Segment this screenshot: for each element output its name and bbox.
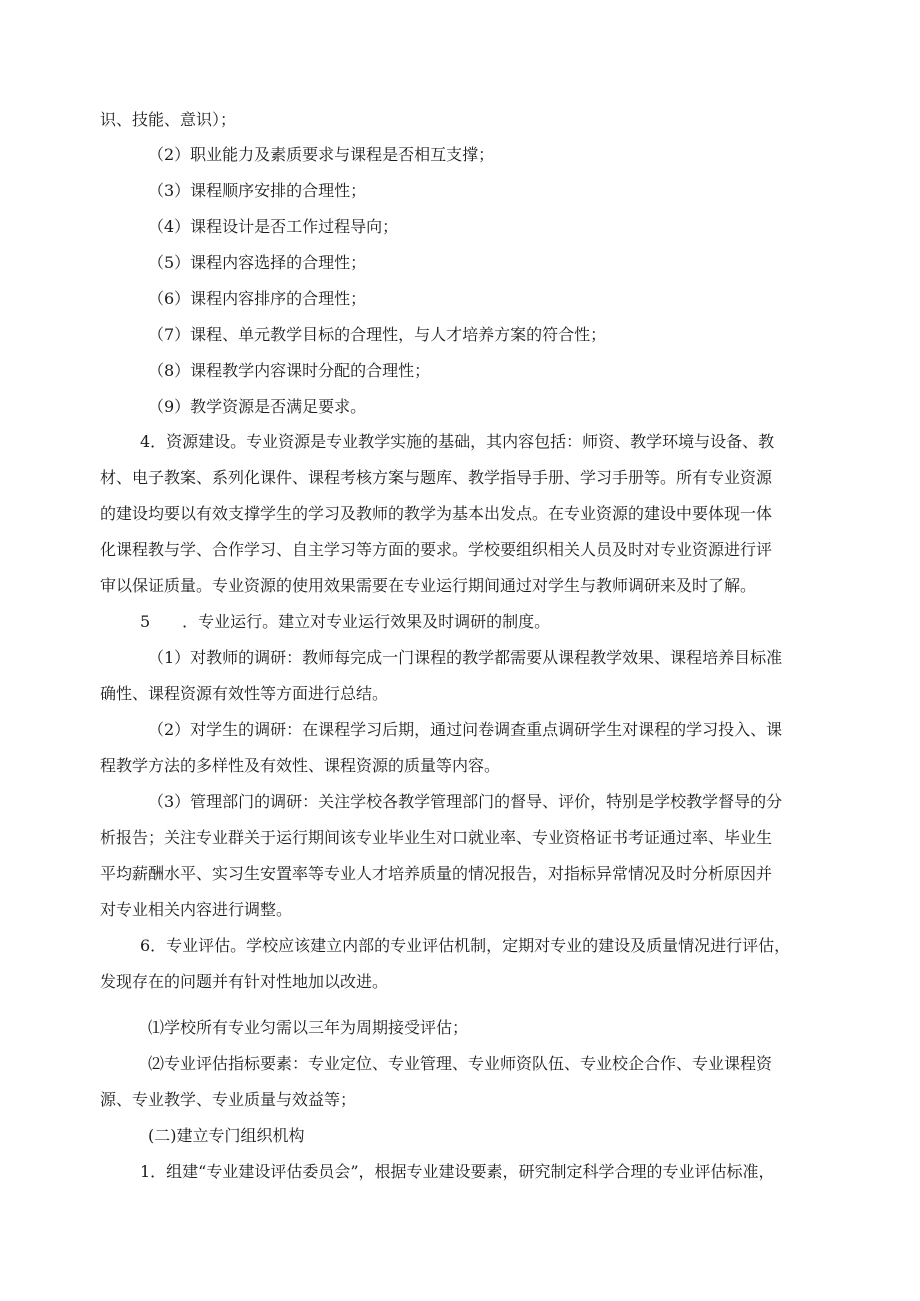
- list-item: ⑵专业评估指标要素：专业定位、专业管理、专业师资队伍、专业校企合作、专业课程资: [148, 1054, 773, 1073]
- text-line: 确性、课程资源有效性等方面进行总结。: [100, 684, 389, 703]
- list-item: （6）课程内容排序的合理性；: [148, 289, 367, 308]
- text-line: 对专业相关内容进行调整。: [100, 900, 293, 919]
- text-line: 析报告；关注专业群关于运行期间该专业毕业生对口就业率、专业资格证书考证通过率、毕业生: [100, 828, 773, 847]
- list-item: （3）管理部门的调研：关注学校各教学管理部门的督导、评价，特别是学校教学督导的分: [148, 792, 783, 811]
- section-paragraph-6: 6．专业评估。学校应该建立内部的专业评估机制，定期对专业的建设及质量情况进行评估，: [140, 936, 791, 955]
- list-item: （8）课程教学内容课时分配的合理性；: [148, 361, 431, 380]
- list-item: ⑴学校所有专业匀需以三年为周期接受评估；: [148, 1018, 469, 1037]
- text-line: 审以保证质量。专业资源的使用效果需要在专业运行期间通过对学生与教师调研来及时了解。: [100, 576, 757, 595]
- section-paragraph-1: 1．组建“专业建设评估委员会”，根据专业建设要素，研究制定科学合理的专业评估标准，: [140, 1162, 775, 1181]
- text-line: 的建设均要以有效支撑学生的学习及教师的教学为基本出发点。在专业资源的建设中要体现一体: [100, 504, 773, 523]
- section-paragraph-4: 4．资源建设。专业资源是专业教学实施的基础，其内容包括：师资、教学环境与设备、教: [140, 432, 775, 451]
- text-line: 识、技能、意识）；: [100, 110, 237, 129]
- subsection-heading: (二)建立专门组织机构: [148, 1126, 305, 1145]
- text-line: 程教学方法的多样性及有效性、课程资源的质量等内容。: [100, 756, 501, 775]
- text-line: 化课程教与学、合作学习、自主学习等方面的要求。学校要组织相关人员及时对专业资源进行评: [100, 540, 773, 559]
- list-item: （2）对学生的调研：在课程学习后期，通过问卷调查重点调研学生对课程的学习投入、课: [148, 720, 783, 739]
- text-line: 发现存在的问题并有针对性地加以改进。: [100, 972, 389, 991]
- section-heading-5: 5 ．专业运行。建立对专业运行效果及时调研的制度。: [140, 612, 551, 631]
- text-line: 材、电子教案、系列化课件、课程考核方案与题库、教学指导手册、学习手册等。所有专业资源: [100, 468, 773, 487]
- list-item: （2）职业能力及素质要求与课程是否相互支撑；: [148, 145, 495, 164]
- list-item: （7）课程、单元教学目标的合理性，与人才培养方案的符合性；: [148, 325, 607, 344]
- list-item: （4）课程设计是否工作过程导向；: [148, 217, 399, 236]
- list-item: （3）课程顺序安排的合理性；: [148, 181, 367, 200]
- text-line: 源、专业教学、专业质量与效益等；: [100, 1090, 357, 1109]
- text-line: 平均薪酬水平、实习生安置率等专业人才培养质量的情况报告，对指标异常情况及时分析原因并: [100, 864, 773, 883]
- list-item: （9）教学资源是否满足要求。: [148, 397, 367, 416]
- list-item: （1）对教师的调研：教师每完成一门课程的教学都需要从课程教学效果、课程培养目标准: [148, 648, 783, 667]
- list-item: （5）课程内容选择的合理性；: [148, 253, 367, 272]
